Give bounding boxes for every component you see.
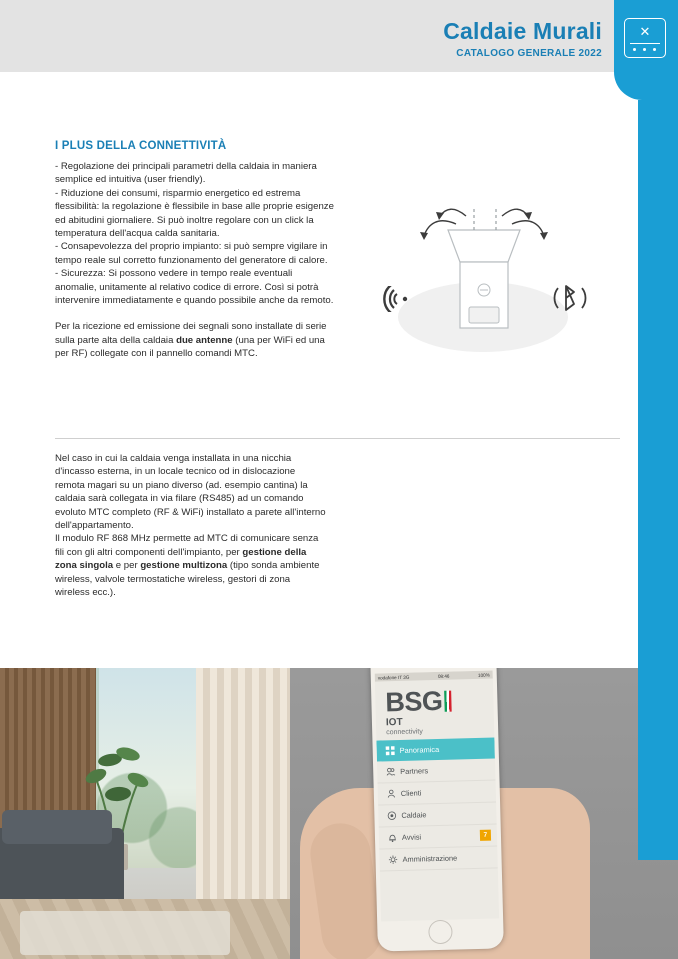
- remote-text-post: (tipo sonda ambiente wireless, valvole termostatiche wireless, gestori di zona wireless ecc.).: [55, 560, 320, 599]
- bullet-paragraph-4: - Sicurezza: Si possono vedere in tempo reale eventuali anomalie, unitamente al relativo codice di errore. Così si potrà intervenire immediatamente e quando possibile anche da remoto.: [55, 268, 334, 307]
- menu-label: Panoramica: [399, 744, 440, 755]
- menu-label: Caldaie: [401, 810, 427, 820]
- connectivity-illustration: [370, 190, 600, 380]
- logo-dot-left: [633, 48, 636, 51]
- wifi-icon: [376, 286, 412, 312]
- phone-photo: [290, 668, 678, 959]
- bullet-paragraph-1: - Regolazione dei principali parametri della caldaia in maniera semplice ed intuitiva (user friendly).: [55, 161, 317, 186]
- antenna-paragraph: [55, 320, 335, 360]
- italian-flag-icon: [444, 691, 452, 712]
- brand-iot: IOT: [385, 716, 403, 729]
- brand-name: BSG: [385, 685, 443, 718]
- menu-item-caldaie[interactable]: [378, 802, 497, 827]
- room-curtain: [196, 668, 290, 918]
- menu-item-avvisi[interactable]: [379, 824, 498, 849]
- remote-paragraph-1: Nel caso in cui la caldaia venga installata in una nicchia d'incasso esterna, in un locale tecnico od in dislocazione remota magari su un piano diverso (ad. esempio cantina) la caldaia sarà collegata in via filare (RS485) ad un comando evoluto MTC completo (RF & WiFi) installato a parete all'interno dell'appartamento.: [55, 453, 326, 532]
- logo-divider: [630, 43, 660, 44]
- status-battery: 100%: [477, 672, 490, 678]
- antenna-text-pre: Per la ricezione ed emissione dei segnali sono installate di serie sulla parte alta della caldaia: [55, 321, 327, 346]
- menu-label: Avvisi: [401, 832, 422, 842]
- menu-item-partners[interactable]: [377, 758, 496, 783]
- phone-screen: [375, 670, 499, 921]
- clients-icon: [387, 789, 396, 798]
- menu-label: Amministrazione: [402, 853, 458, 864]
- menu-item-clienti[interactable]: [378, 780, 497, 805]
- bell-icon: [388, 833, 397, 842]
- logo-x-mark: ✕: [639, 24, 651, 39]
- bottom-right-accent: [638, 668, 678, 860]
- logo-dot-right: [653, 48, 656, 51]
- room-rug: [20, 911, 230, 955]
- smartphone: [370, 668, 504, 952]
- remote-bold-single-zone: gestione della zona singola: [55, 546, 307, 572]
- bullet-paragraph-2: - Riduzione dei consumi, risparmio energetico ed estrema flessibilità: la regolazione è flessibile in base alle proprie esigenze ed abitudini giornaliere. Si può inoltre regolare con un click la temperatura dell'acqua calda sanitaria.: [55, 187, 334, 240]
- antenna-text-post: (una per WiFi ed una per RF) collegate con il pannello comandi MTC.: [55, 334, 325, 360]
- page-subtitle: CATALOGO GENERALE 2022: [456, 48, 602, 59]
- menu-label: Clienti: [400, 788, 422, 798]
- remote-bold-multizone: gestione multizona: [140, 560, 228, 572]
- menu-label: Partners: [400, 766, 429, 776]
- status-carrier: vodafone IT 3G: [377, 674, 410, 681]
- remote-installation-section: [55, 452, 327, 599]
- bottom-image-area: [0, 668, 678, 959]
- partners-icon: [386, 767, 395, 776]
- section-title: I PLUS DELLA CONNETTIVITÀ: [55, 140, 227, 152]
- app-brand: [375, 678, 495, 740]
- boiler-logo-icon: [624, 18, 666, 58]
- bluetooth-icon: [552, 282, 588, 312]
- paragraph-spacer: [55, 307, 335, 320]
- phone-home-button[interactable]: [428, 920, 453, 945]
- section-body: [55, 160, 335, 361]
- connectivity-section: [55, 140, 335, 361]
- antenna-text-bold: due antenne: [176, 334, 233, 346]
- boiler-icon: [387, 811, 396, 820]
- section-divider: [55, 438, 620, 439]
- remote-paragraph-2: [55, 532, 327, 599]
- remote-text-pre: Il modulo RF 868 MHz permette ad MTC di comunicare senza fili con gli altri componenti dell'impianto, per: [55, 533, 319, 558]
- status-badge: 7: [480, 830, 491, 841]
- logo-dot-middle: [643, 48, 646, 51]
- header-accent-curve: [614, 72, 678, 100]
- gear-icon: [388, 855, 397, 864]
- room-photo: [0, 668, 290, 959]
- bullet-paragraph-3: - Consapevolezza del proprio impianto: si può sempre vigilare in tempo reale sul corretto funzionamento del generatore di calore.: [55, 241, 328, 266]
- grid-icon: [386, 746, 395, 755]
- menu-item-amministrazione[interactable]: [379, 846, 498, 871]
- brand-tagline: connectivity: [386, 728, 423, 737]
- status-time: 08:46: [437, 673, 450, 679]
- page-title: Caldaie Murali: [443, 18, 602, 44]
- remote-text-mid: e per: [113, 560, 141, 572]
